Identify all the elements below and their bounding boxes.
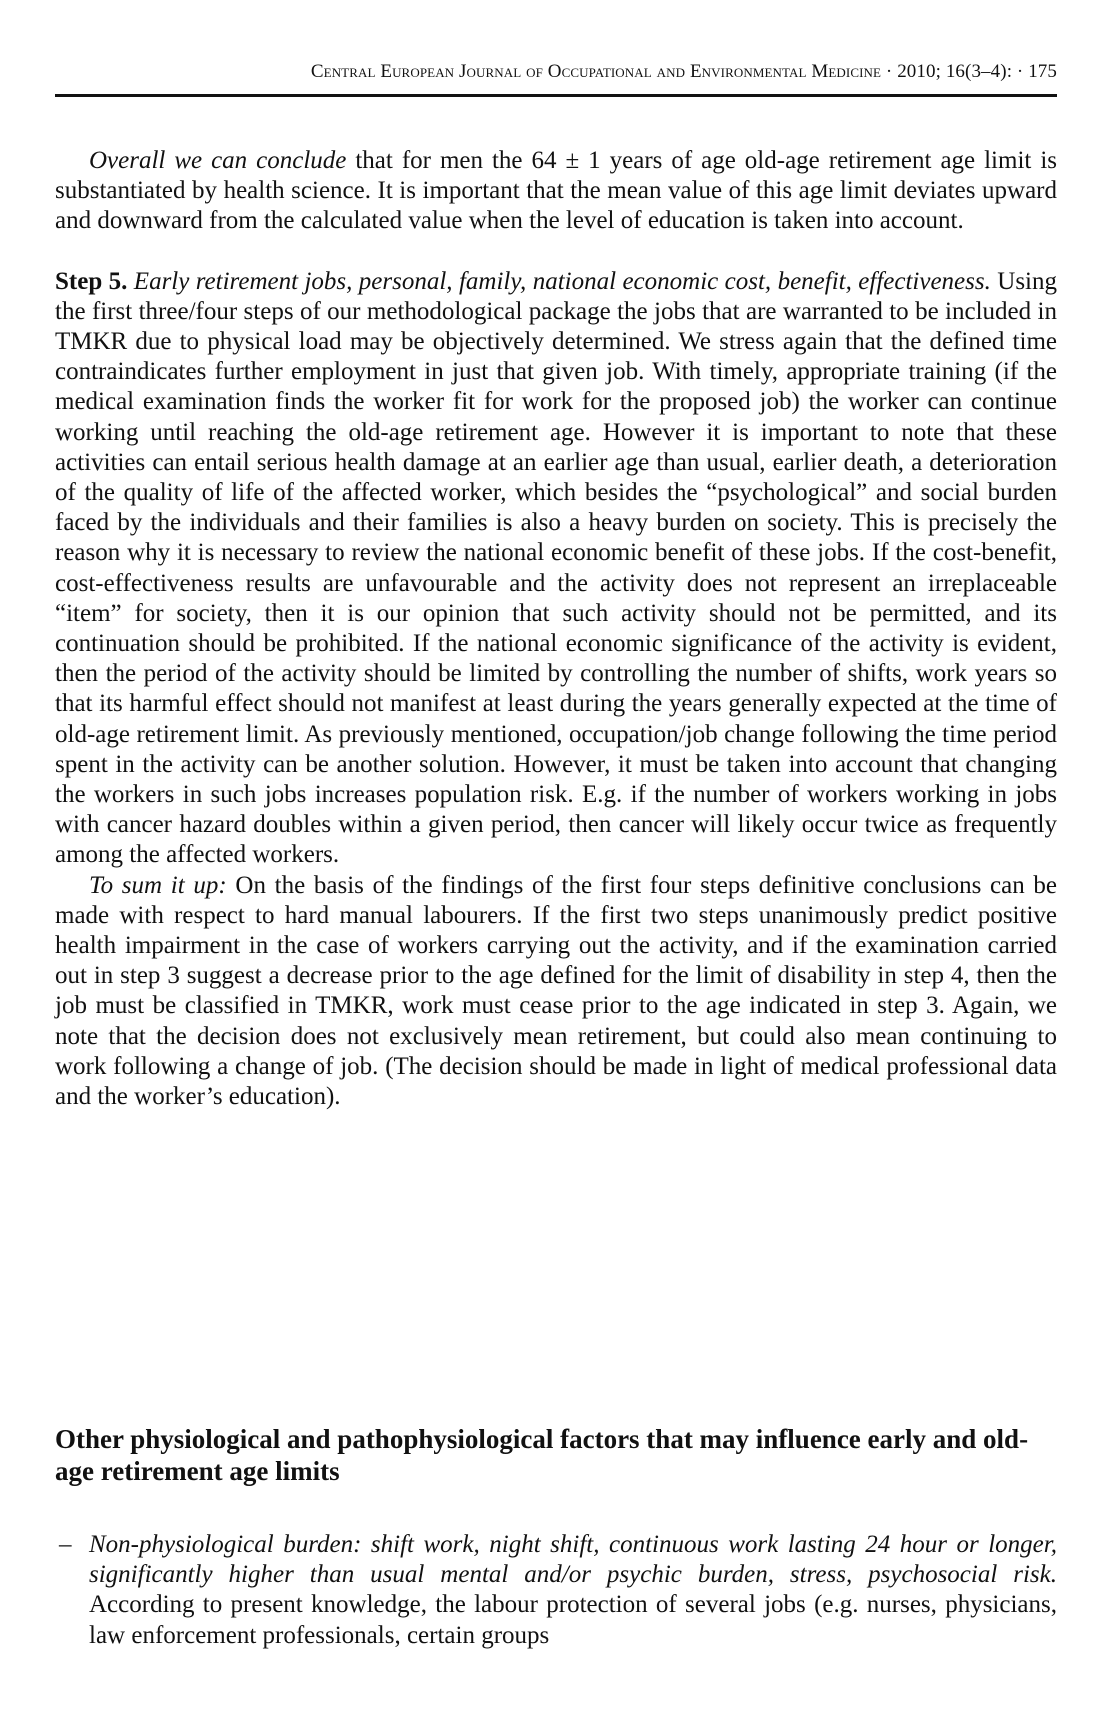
journal-title: Central European Journal of Occupational and Environmental Medicine: [310, 61, 882, 82]
list-item-text: According to present knowledge, the labour protection of several jobs (e.g. nurses, physicians, law enforcement professionals, certain groups: [89, 1591, 1057, 1649]
paragraph-text: Using the first three/four steps of our methodological package the jobs that are warranted to be included in TMKR due to physical load may be objectively determined. We stress again that the defined time contraindicates further employment in just that given job. With timely, appropriate training (if the medical examination finds the worker fit for work for the proposed job) the worker can continue working until reaching the old-age retirement age. However it is important to note that these activities can entail serious health damage at an earlier age than usual, earlier death, a deterioration of the quality of life of the affected worker, which besides the “psychological” and social burden faced by the individuals and their families is also a heavy burden on society. This is precisely the reason why it is necessary to review the national economic benefit of these jobs. If the cost-benefit, cost-effectiveness results are unfavourable and the activity does not represent an irreplaceable “item” for society, then it is our opinion that such activity should not be permitted, and its continuation should be prohibited. If the national economic significance of the activity is evident, then the period of the activity should be limited by controlling the number of shifts, work years so that its harmful effect should not manifest at least during the years generally expected at the time of old-age retirement limit. As previously mentioned, occupation/job change following the time period spent in the activity can be another solution. However, it must be taken into account that changing the workers in such jobs increases population risk. E.g. if the number of workers working in jobs with cancer hazard doubles within a given period, then cancer will likely occur twice as frequently among the affected workers.: [55, 267, 1057, 869]
factor-list: [55, 1530, 1057, 1651]
header-rule: [55, 94, 1057, 97]
list-item-lead: Non-physiological burden: shift work, night shift, continuous work lasting 24 hour or longer, significantly higher than usual mental and/or psychic burden, stress, psychosocial risk.: [89, 1531, 1057, 1589]
citation: · 2010; 16(3–4): · 175: [881, 61, 1057, 82]
list-item: [55, 1530, 1057, 1651]
body-text: [55, 146, 1057, 1112]
paragraph-gap: [55, 237, 1057, 267]
section-heading: Other physiological and pathophysiological factors that may influence early and old-age retirement age limits: [55, 1424, 1029, 1486]
paragraph-step-5: [55, 267, 1057, 871]
paragraph-text: On the basis of the findings of the first four steps definitive conclusions can be made with respect to hard manual labourers. If the first two steps unanimously predict positive health impairment in the case of workers carrying out the activity, and if the examination carried out in step 3 suggest a decrease prior to the age defined for the limit of disability in step 4, then the job must be classified in TMKR, work must cease prior to the age indicated in step 3. Again, we note that the decision does not exclusively mean retirement, but could also mean continuing to work following a change of job. (The decision should be made in light of medical professional data and the worker’s education).: [55, 871, 1057, 1111]
paragraph-sum-up: [55, 871, 1057, 1113]
paragraph-text: that for men the 64 ± 1 years of age old-age retirement age limit is substantiated by health science. It is important that the mean value of this age limit deviates upward and downward from the calculated value when the level of education is taken into account.: [55, 147, 1057, 235]
step-title: Early retirement jobs, personal, family, national economic cost, benefit, effectiveness.: [127, 267, 991, 295]
running-header: [55, 60, 1057, 84]
dash-bullet-icon: –: [59, 1531, 72, 1558]
lead-italic: To sum it up:: [89, 871, 227, 899]
paragraph-conclusion: [55, 146, 1057, 237]
step-label: Step 5.: [55, 267, 128, 295]
lead-italic: Overall we can conclude: [89, 147, 347, 174]
